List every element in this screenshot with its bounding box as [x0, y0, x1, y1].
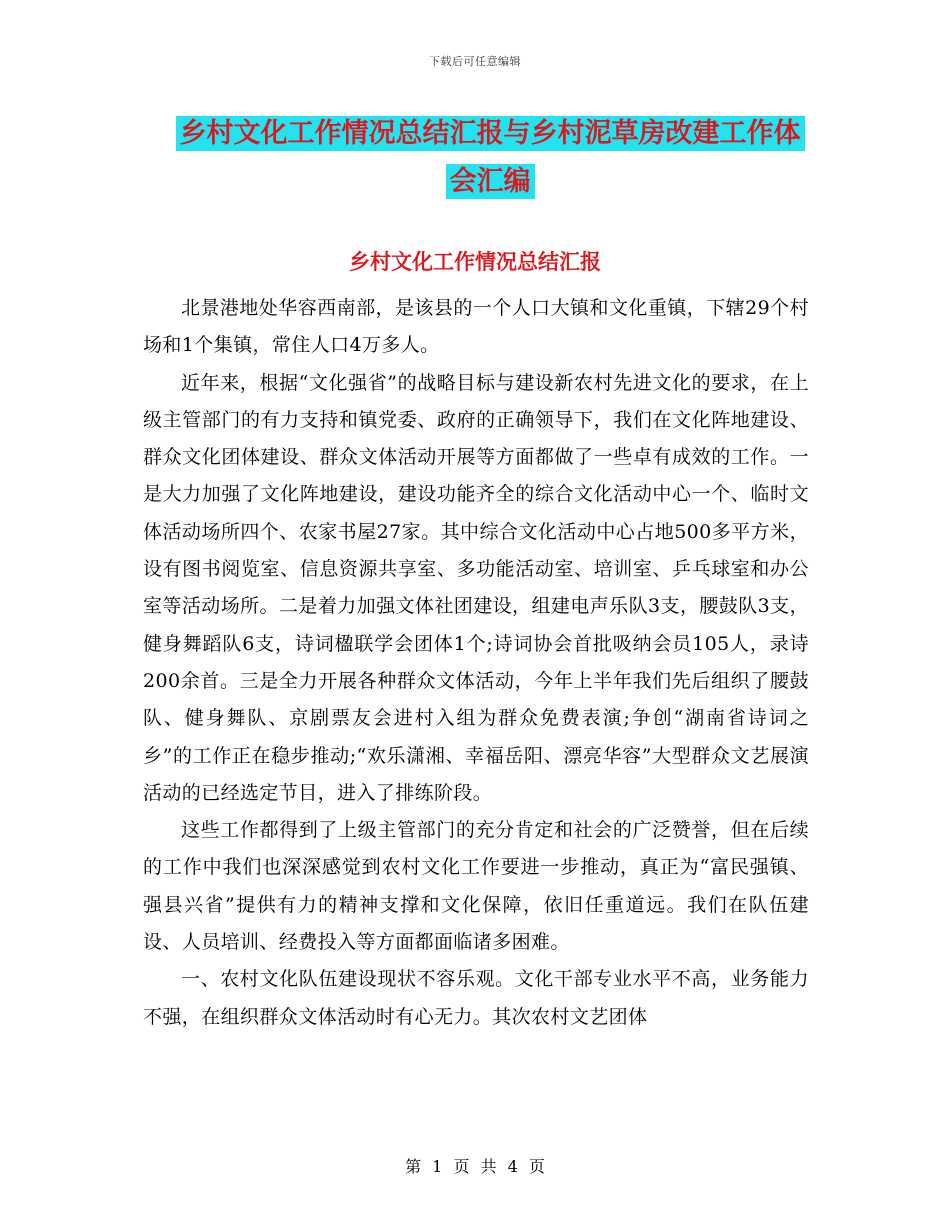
paragraph: 北景港地处华容西南部，是该县的一个人口大镇和文化重镇，下辖29个村场和1个集镇，常住人口4万多人。	[143, 297, 809, 357]
paragraph: 这些工作都得到了上级主管部门的充分肯定和社会的广泛赞誉，但在后续的工作中我们也深深感觉到农村文化工作要进一步推动，真正为“富民强镇、强县兴省”提供有力的精神支撑和文化保障，依旧任重道远。我们在队伍建设、人员培训、经费投入等方面都面临诸多困难。	[143, 819, 809, 954]
document-body	[143, 290, 809, 1036]
document-title-line-2: 会汇编	[446, 164, 535, 199]
header-note: 下载后可任意编辑	[429, 55, 521, 68]
section-title: 乡村文化工作情况总结汇报	[349, 250, 601, 274]
document-title	[140, 110, 840, 206]
paragraph: 一、农村文化队伍建设现状不容乐观。文化干部专业水平不高，业务能力不强，在组织群众文体活动时有心无力。其次农村文艺团体	[143, 968, 809, 1028]
paragraph: 近年来，根据“文化强省”的战略目标与建设新农村先进文化的要求，在上级主管部门的有力支持和镇党委、政府的正确领导下，我们在文化阵地建设、群众文化团体建设、群众文体活动开展等方面都做了一些卓有成效的工作。一是大力加强了文化阵地建设，建设功能齐全的综合文化活动中心一个、临时文体活动场所四个、农家书屋27家。其中综合文化活动中心占地500多平方米，设有图书阅览室、信息资源共享室、多功能活动室、培训室、乒乓球室和办公室等活动场所。二是着力加强文体社团建设，组建电声乐队3支，腰鼓队3支，健身舞蹈队6支，诗词楹联学会团体1个;诗词协会首批吸纳会员105人，录诗200余首。三是全力开展各种群众文体活动，今年上半年我们先后组织了腰鼓队、健身舞队、京剧票友会进村入组为群众免费表演;争创“湖南省诗词之乡”的工作正在稳步推动;“欢乐潇湘、幸福岳阳、漂亮华容”大型群众文艺展演活动的已经选定节目，进入了排练阶段。	[143, 371, 809, 804]
page-number: 第 1 页 共 4 页	[405, 1157, 545, 1176]
document-title-line-1: 乡村文化工作情况总结汇报与乡村泥草房改建工作体	[176, 116, 805, 151]
